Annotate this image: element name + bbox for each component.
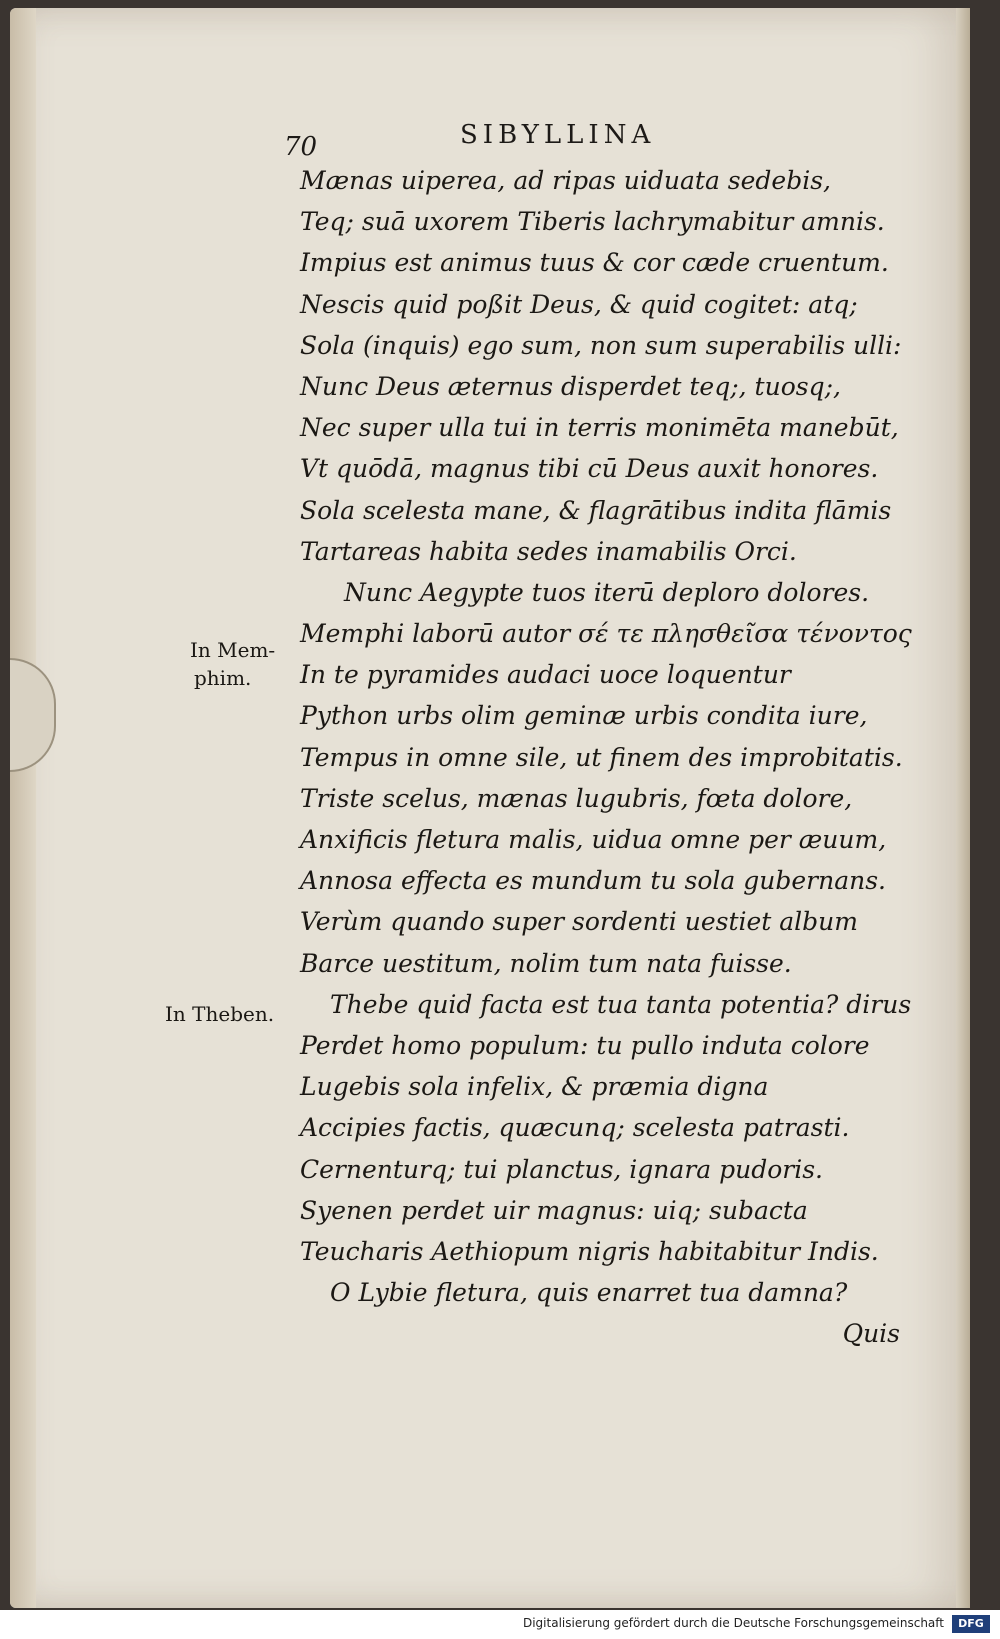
verse-line: Anxificis fletura malis, uidua omne per æuum,: [300, 825, 887, 854]
verse-line: Teq; suā uxorem Tiberis lachrymabitur amnis.: [300, 207, 885, 237]
verse-line: Mænas uiperea, ad ripas uiduata sedebis,: [300, 166, 832, 195]
verse-line: O Lybie fletura, quis enarret tua damna?: [330, 1278, 848, 1308]
verse-line: Accipies factis, quæcunq; scelesta patrasti.: [300, 1113, 850, 1143]
verse-line: Nescis quid poßit Deus, & quid cogitet: atq;: [300, 289, 858, 319]
verse-line: Impius est animus tuus & cor cæde cruentum.: [300, 248, 889, 278]
verse-text-block: [300, 160, 910, 1354]
verse-line: Thebe quid facta est tua tanta potentia? dirus: [330, 989, 912, 1019]
verse-line: Perdet homo populum: tu pullo induta colore: [300, 1030, 870, 1060]
page-header: [280, 116, 920, 162]
verse-line: Lugebis sola infelix, & præmia digna: [300, 1072, 769, 1102]
dfg-logo-icon: DFG: [952, 1615, 990, 1633]
margin-note-line: In Mem-: [190, 638, 276, 662]
margin-note-memphis: [190, 636, 300, 692]
verse-line: Python urbs olim geminæ urbis condita iure,: [300, 701, 868, 731]
margin-note-line: phim.: [194, 666, 252, 690]
verse-line: Nec super ulla tui in terris monimēta manebūt,: [300, 413, 899, 443]
catchword: Quis: [842, 1319, 900, 1349]
verse-line: Tartareas habita sedes inamabilis Orci.: [300, 536, 797, 566]
page-right-edge: [956, 8, 970, 1608]
verse-line: Annosa effecta es mundum tu sola gubernans.: [300, 866, 886, 896]
verse-line: In te pyramides audaci uoce loquentur: [300, 660, 791, 690]
digitization-footer: [0, 1610, 1000, 1639]
funding-credit: Digitalisierung gefördert durch die Deutsche Forschungsgemeinschaft: [522, 1616, 944, 1630]
verse-line: Verùm quando super sordenti uestiet album: [300, 907, 858, 937]
page-gutter-edge: [10, 8, 36, 1608]
bookmark-tab: [10, 658, 56, 772]
verse-line: Barce uestitum, nolim tum nata fuisse.: [300, 948, 792, 978]
verse-line: Cernenturq; tui planctus, ignara pudoris.: [300, 1154, 823, 1184]
page-number: 70: [284, 132, 318, 162]
margin-note-theben: In Theben.: [165, 1002, 275, 1026]
verse-line: Syenen perdet uir magnus: uiq; subacta: [300, 1195, 808, 1225]
verse-line: Sola (inquis) ego sum, non sum superabilis ulli:: [300, 330, 902, 360]
verse-line: Nunc Aegypte tuos iterū deploro dolores.: [344, 577, 870, 607]
verse-line: Memphi laborū autor σέ τε πλησθεῖσα τένοντος: [300, 619, 912, 649]
verse-line: Sola scelesta mane, & flagrātibus indita flāmis: [300, 495, 892, 525]
verse-line: Teucharis Aethiopum nigris habitabitur Indis.: [300, 1236, 879, 1266]
running-head: SIBYLLINA: [460, 120, 656, 150]
verse-line: Tempus in omne sile, ut finem des improbitatis.: [300, 742, 903, 772]
verse-line: Vt quōdā, magnus tibi cū Deus auxit honores.: [300, 454, 879, 484]
verse-line: Triste scelus, mænas lugubris, fœta dolore,: [300, 783, 853, 813]
verse-line: Nunc Deus æternus disperdet teq;, tuosq;,: [300, 371, 841, 401]
